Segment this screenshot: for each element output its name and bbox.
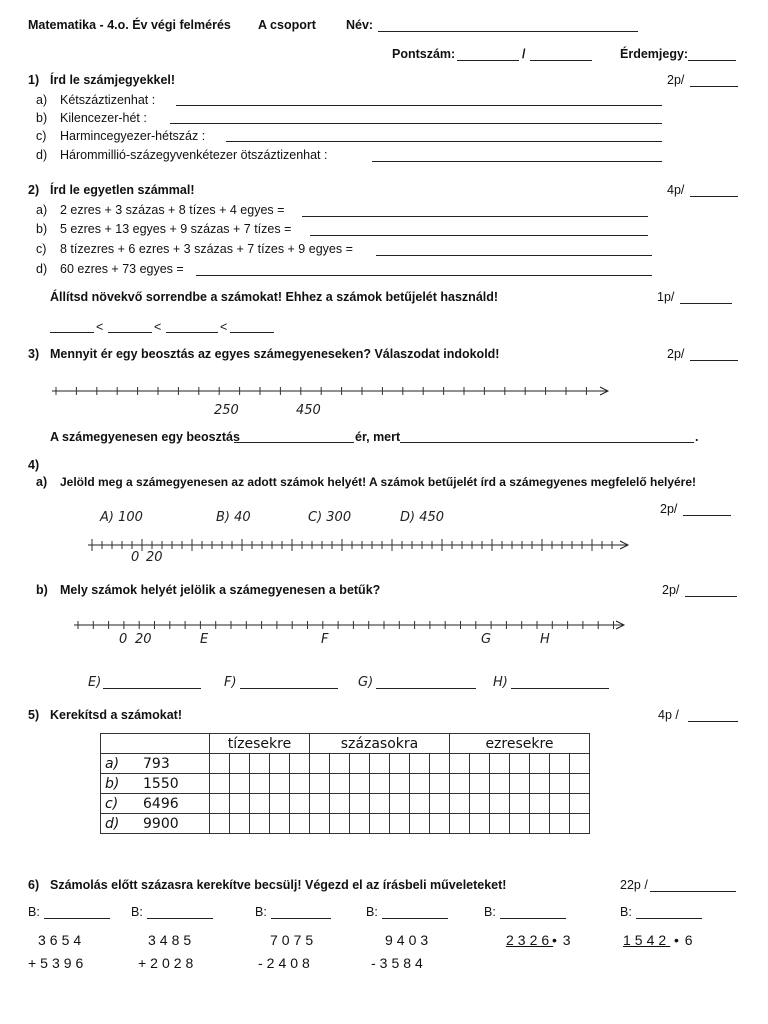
task3-division-value-field[interactable]: [234, 442, 354, 443]
task4-number: 4): [28, 458, 40, 472]
task1-score: 2p/: [667, 73, 685, 87]
operation-line-2: -2408: [258, 955, 314, 971]
operation-line-2: -3584: [371, 955, 427, 971]
answer-cell[interactable]: [530, 814, 550, 834]
answer-label-h: H): [493, 675, 508, 690]
task3-reason-field[interactable]: [400, 442, 694, 443]
answer-cell[interactable]: [310, 754, 330, 774]
axis-label-20: 20: [146, 550, 163, 565]
answer-label-e: E): [88, 675, 102, 690]
answer-cell[interactable]: [450, 774, 470, 794]
table-corner-cell: [101, 734, 210, 754]
answer-cell[interactable]: [550, 774, 570, 794]
answer-cell[interactable]: [350, 754, 370, 774]
answer-cell[interactable]: [530, 774, 550, 794]
operation-line-1: 3485: [148, 932, 196, 948]
task1-item: Kilencezer-hét :: [60, 111, 147, 125]
answer-cell[interactable]: [410, 794, 430, 814]
task1-letter: a): [36, 93, 48, 107]
estimate-label: B:: [366, 905, 378, 919]
answer-cell[interactable]: [450, 754, 470, 774]
answer-cell[interactable]: [330, 794, 350, 814]
task1-letter: b): [36, 111, 48, 125]
order-blank[interactable]: [166, 332, 218, 333]
task1-number: 1): [28, 73, 40, 87]
answer-cell[interactable]: [290, 814, 310, 834]
number-line-letter-f: F: [321, 632, 329, 647]
number-line-task3: [40, 380, 620, 402]
answer-cell[interactable]: [230, 754, 250, 774]
task1-item: Kétszáztizenhat :: [60, 93, 156, 107]
rounding-table: [100, 733, 590, 834]
row-letter: b): [105, 775, 120, 792]
answer-field-h[interactable]: [511, 688, 609, 689]
task4b-score-field[interactable]: [685, 596, 737, 597]
task6-number: 6): [28, 878, 40, 892]
answer-cell[interactable]: [470, 754, 490, 774]
task4a-title: Jelöld meg a számegyenesen az adott számok helyét! A számok betűjelét írd a számegyenes megfelelő helyére!: [60, 475, 697, 489]
number-line-letter-h: H: [540, 632, 550, 647]
answer-field-g[interactable]: [376, 688, 476, 689]
task3-answer-mid: ér, mert: [355, 430, 401, 444]
task1-answer-line[interactable]: [176, 105, 662, 106]
task1-item: Harmincegyezer-hétszáz :: [60, 129, 206, 143]
answer-cell[interactable]: [290, 774, 310, 794]
answer-cell[interactable]: [410, 754, 430, 774]
row-letter: d): [105, 815, 120, 832]
row-value: 6496: [143, 795, 179, 812]
answer-cell[interactable]: [290, 754, 310, 774]
answer-cell[interactable]: [330, 754, 350, 774]
operation-line-1: 9403: [385, 932, 433, 948]
task2-order-score-field[interactable]: [680, 303, 732, 304]
answer-cell[interactable]: [250, 794, 270, 814]
answer-cell[interactable]: [310, 794, 330, 814]
estimate-field[interactable]: [271, 918, 331, 919]
axis-label-0: 0: [131, 550, 140, 565]
task5-score: 4p /: [658, 708, 679, 722]
answer-cell[interactable]: [310, 774, 330, 794]
answer-cell[interactable]: [530, 754, 550, 774]
answer-cell[interactable]: [210, 774, 230, 794]
operation-line-1: 3654: [38, 932, 86, 948]
task3-score-field[interactable]: [690, 360, 738, 361]
points-label: Pontszám:: [392, 47, 456, 61]
answer-cell[interactable]: [250, 774, 270, 794]
answer-cell[interactable]: [410, 814, 430, 834]
task1-score-field[interactable]: [690, 86, 738, 87]
task4a-number-a: A) 100: [100, 510, 143, 525]
task3-answer-end: .: [695, 430, 699, 444]
task1-letter: d): [36, 148, 48, 162]
task4a-number-b: B) 40: [216, 510, 251, 525]
answer-cell[interactable]: [510, 754, 530, 774]
answer-cell[interactable]: [570, 774, 590, 794]
task4a-score: 2p/: [660, 502, 678, 516]
task1-answer-line[interactable]: [226, 141, 662, 142]
task2-item: 5 ezres + 13 egyes + 9 százas + 7 tízes =: [60, 222, 292, 236]
answer-cell[interactable]: [210, 754, 230, 774]
estimate-label: B:: [28, 905, 40, 919]
task4a-number-c: C) 300: [308, 510, 352, 525]
answer-cell[interactable]: [270, 814, 290, 834]
answer-cell[interactable]: [550, 754, 570, 774]
order-blank[interactable]: [108, 332, 152, 333]
order-blank[interactable]: [230, 332, 274, 333]
answer-cell[interactable]: [470, 794, 490, 814]
row-label-cell: [101, 794, 210, 814]
table-row: [101, 774, 590, 794]
points-max-field[interactable]: [530, 60, 592, 61]
estimate-label: B:: [620, 905, 632, 919]
task1-item: Hárommillió-százegyvenkétezer ötszáztizenhat :: [60, 148, 328, 162]
answer-cell[interactable]: [490, 814, 510, 834]
answer-cell[interactable]: [390, 754, 410, 774]
task2-answer-line[interactable]: [310, 235, 648, 236]
task2-letter: b): [36, 222, 48, 236]
estimate-label: B:: [131, 905, 143, 919]
answer-cell[interactable]: [470, 774, 490, 794]
table-row: [101, 794, 590, 814]
answer-cell[interactable]: [350, 774, 370, 794]
row-label-cell: [101, 814, 210, 834]
answer-cell[interactable]: [430, 814, 450, 834]
answer-cell[interactable]: [570, 754, 590, 774]
task2-answer-line[interactable]: [376, 255, 652, 256]
answer-cell[interactable]: [470, 814, 490, 834]
multiplicand: 1542: [623, 932, 671, 948]
task5-score-field[interactable]: [688, 721, 738, 722]
answer-cell[interactable]: [330, 814, 350, 834]
estimate-field[interactable]: [382, 918, 448, 919]
column-header-thousands: ezresekre: [450, 734, 590, 754]
number-line-label-450: 450: [296, 403, 321, 418]
column-header-tens: tízesekre: [210, 734, 310, 754]
row-letter: c): [105, 795, 119, 812]
task3-title: Mennyit ér egy beosztás az egyes számegyeneseken? Válaszodat indokold!: [50, 347, 500, 361]
multiplier: • 3: [552, 932, 572, 948]
operation-line-2: +2028: [138, 955, 198, 971]
task2-score-field[interactable]: [690, 196, 738, 197]
answer-label-f: F): [224, 675, 237, 690]
task3-answer-prefix: A számegyenesen egy beosztás: [50, 430, 240, 444]
estimate-field[interactable]: [500, 918, 566, 919]
answer-cell[interactable]: [230, 814, 250, 834]
answer-cell[interactable]: [450, 794, 470, 814]
task2-letter: d): [36, 262, 48, 276]
answer-cell[interactable]: [370, 814, 390, 834]
task2-letter: c): [36, 242, 47, 256]
task2-order-text: Állítsd növekvő sorrendbe a számokat! Ehhez a számok betűjelét használd!: [50, 290, 499, 304]
answer-cell[interactable]: [310, 814, 330, 834]
table-header-row: [101, 734, 590, 754]
answer-cell[interactable]: [530, 794, 550, 814]
answer-cell[interactable]: [210, 814, 230, 834]
answer-cell[interactable]: [390, 774, 410, 794]
task2-number: 2): [28, 183, 40, 197]
multiplicand: 2326: [506, 932, 554, 948]
table-row: [101, 754, 590, 774]
answer-cell[interactable]: [230, 774, 250, 794]
answer-cell[interactable]: [510, 794, 530, 814]
answer-cell[interactable]: [210, 794, 230, 814]
task4a-number-d: D) 450: [400, 510, 445, 525]
answer-cell[interactable]: [430, 774, 450, 794]
task5-number: 5): [28, 708, 40, 722]
task5-title: Kerekítsd a számokat!: [50, 708, 183, 722]
row-value: 9900: [143, 815, 179, 832]
axis-label-20: 20: [135, 632, 152, 647]
answer-cell[interactable]: [230, 794, 250, 814]
task4b-title: Mely számok helyét jelölik a számegyenesen a betűk?: [60, 583, 381, 597]
answer-cell[interactable]: [270, 794, 290, 814]
task2-item: 8 tízezres + 6 ezres + 3 százas + 7 tízes + 9 egyes =: [60, 242, 353, 256]
number-line-letter-e: E: [200, 632, 209, 647]
answer-field-e[interactable]: [103, 688, 201, 689]
answer-cell[interactable]: [370, 754, 390, 774]
points-field[interactable]: [457, 60, 519, 61]
axis-label-0: 0: [119, 632, 128, 647]
answer-cell[interactable]: [350, 794, 370, 814]
answer-cell[interactable]: [430, 794, 450, 814]
task4b-score: 2p/: [662, 583, 680, 597]
answer-cell[interactable]: [570, 814, 590, 834]
answer-cell[interactable]: [510, 814, 530, 834]
answer-label-g: G): [358, 675, 374, 690]
number-line-letter-g: G: [481, 632, 492, 647]
answer-cell[interactable]: [550, 814, 570, 834]
answer-cell[interactable]: [370, 794, 390, 814]
task6-title: Számolás előtt százasra kerekítve becsülj! Végezd el az írásbeli műveleteket!: [50, 878, 507, 892]
row-value: 793: [143, 755, 170, 772]
row-label-cell: [101, 774, 210, 794]
estimate-field[interactable]: [636, 918, 702, 919]
answer-cell[interactable]: [490, 774, 510, 794]
table-row: [101, 814, 590, 834]
answer-cell[interactable]: [490, 754, 510, 774]
estimate-field[interactable]: [147, 918, 213, 919]
answer-cell[interactable]: [490, 794, 510, 814]
column-header-hundreds: százasokra: [310, 734, 450, 754]
points-separator: /: [522, 47, 526, 61]
multiplier: • 6: [674, 932, 694, 948]
grade-field[interactable]: [688, 60, 736, 61]
answer-field-f[interactable]: [240, 688, 338, 689]
order-blank[interactable]: [50, 332, 94, 333]
task6-score-field[interactable]: [650, 891, 736, 892]
task2-score: 4p/: [667, 183, 685, 197]
answer-cell[interactable]: [250, 814, 270, 834]
task1-letter: c): [36, 129, 47, 143]
task2-answer-line[interactable]: [302, 216, 648, 217]
less-than-sign: <: [220, 320, 228, 334]
answer-cell[interactable]: [430, 754, 450, 774]
task4b-letter: b): [36, 583, 48, 597]
group-label: A csoport: [258, 18, 316, 32]
answer-cell[interactable]: [410, 774, 430, 794]
operation-line-2: +5396: [28, 955, 88, 971]
less-than-sign: <: [96, 320, 104, 334]
name-label: Név:: [346, 18, 374, 32]
task3-number: 3): [28, 347, 40, 361]
estimate-label: B:: [484, 905, 496, 919]
task2-title: Írd le egyetlen számmal!: [50, 183, 195, 197]
task2-answer-line[interactable]: [196, 275, 652, 276]
answer-cell[interactable]: [330, 774, 350, 794]
task4a-letter: a): [36, 475, 48, 489]
answer-cell[interactable]: [350, 814, 370, 834]
task2-item: 2 ezres + 3 százas + 8 tízes + 4 egyes =: [60, 203, 285, 217]
answer-cell[interactable]: [370, 774, 390, 794]
answer-cell[interactable]: [270, 774, 290, 794]
answer-cell[interactable]: [250, 754, 270, 774]
row-label-cell: [101, 754, 210, 774]
operation-line-1: 7075: [270, 932, 318, 948]
task1-answer-line[interactable]: [372, 161, 662, 162]
task2-order-score: 1p/: [657, 290, 675, 304]
answer-cell[interactable]: [270, 754, 290, 774]
less-than-sign: <: [154, 320, 162, 334]
estimate-label: B:: [255, 905, 267, 919]
answer-cell[interactable]: [450, 814, 470, 834]
task1-title: Írd le számjegyekkel!: [50, 73, 176, 87]
grade-label: Érdemjegy:: [620, 47, 689, 61]
row-value: 1550: [143, 775, 179, 792]
name-field[interactable]: [378, 31, 638, 32]
task3-score: 2p/: [667, 347, 685, 361]
answer-cell[interactable]: [390, 814, 410, 834]
answer-cell[interactable]: [510, 774, 530, 794]
answer-cell[interactable]: [390, 794, 410, 814]
answer-cell[interactable]: [570, 794, 590, 814]
page-title: Matematika - 4.o. Év végi felmérés: [28, 18, 231, 32]
task4a-score-field[interactable]: [683, 515, 731, 516]
row-letter: a): [105, 755, 120, 772]
answer-cell[interactable]: [550, 794, 570, 814]
number-line-label-250: 250: [214, 403, 239, 418]
task2-item: 60 ezres + 73 egyes =: [60, 262, 184, 276]
task2-letter: a): [36, 203, 48, 217]
task1-answer-line[interactable]: [170, 123, 662, 124]
estimate-field[interactable]: [44, 918, 110, 919]
task6-score: 22p /: [620, 878, 648, 892]
answer-cell[interactable]: [290, 794, 310, 814]
